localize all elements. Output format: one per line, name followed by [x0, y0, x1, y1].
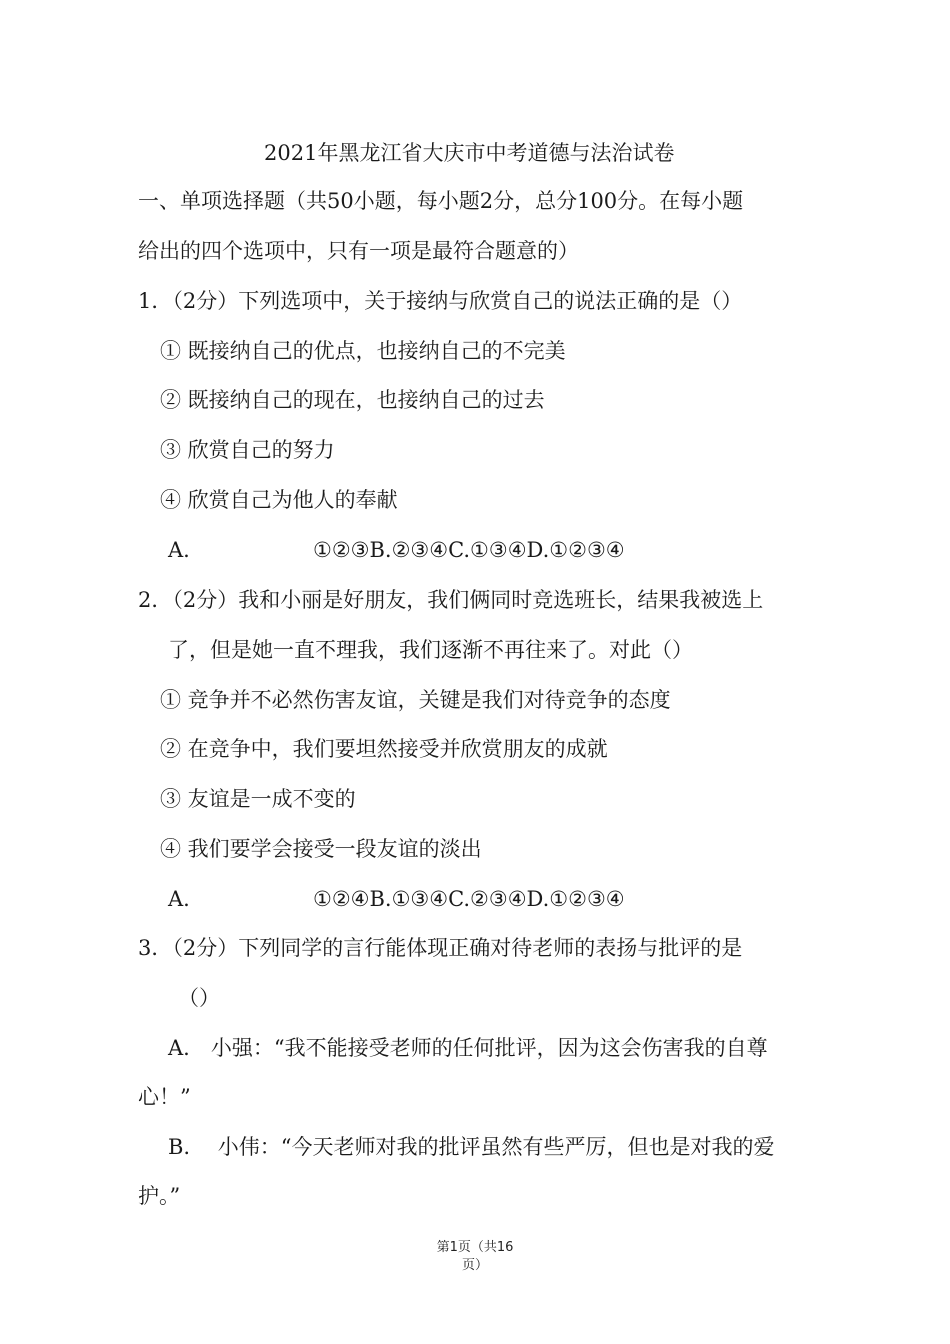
- question-2-statement-4: ④ 我们要学会接受一段友谊的淡出: [160, 837, 482, 861]
- question-3-stem-line2: （）: [178, 986, 220, 1010]
- page-title: 2021年黑龙江省大庆市中考道德与法治试卷: [264, 141, 675, 165]
- question-3-option-a-line2: 心！”: [138, 1085, 191, 1109]
- question-2-stem-line2: 了，但是她一直不理我，我们逐渐不再往来了。对此（）: [168, 638, 693, 662]
- question-1-option-a-label: A.: [168, 538, 190, 562]
- question-2-statement-1: ① 竞争并不必然伤害友谊，关键是我们对待竞争的态度: [160, 688, 671, 712]
- question-2-options: ①②④B.①③④C.②③④D.①②③④: [313, 887, 625, 911]
- question-2-stem-line1: 2．（2分）我和小丽是好朋友，我们俩同时竞选班长，结果我被选上: [138, 588, 764, 612]
- question-1-options: ①②③B.②③④C.①③④D.①②③④: [313, 538, 625, 562]
- page-number-line1: 第1页（共16: [436, 1240, 514, 1255]
- question-1-statement-4: ④ 欣赏自己为他人的奉献: [160, 488, 398, 512]
- question-1-stem: 1．（2分）下列选项中，关于接纳与欣赏自己的说法正确的是（）: [138, 289, 743, 313]
- question-3-stem-line1: 3．（2分）下列同学的言行能体现正确对待老师的表扬与批评的是: [138, 936, 743, 960]
- question-3-option-b-line2: 护。”: [138, 1184, 181, 1208]
- section-heading-line2: 给出的四个选项中，只有一项是最符合题意的）: [138, 239, 579, 263]
- question-1-statement-3: ③ 欣赏自己的努力: [160, 438, 335, 462]
- section-heading-line1: 一、单项选择题（共50小题，每小题2分，总分100分。在每小题: [138, 189, 744, 213]
- question-1-statement-2: ② 既接纳自己的现在，也接纳自己的过去: [160, 388, 545, 412]
- question-3-option-a-line1: A. 小强：“我不能接受老师的任何批评，因为这会伤害我的自尊: [168, 1036, 768, 1060]
- question-2-statement-2: ② 在竞争中，我们要坦然接受并欣赏朋友的成就: [160, 737, 608, 761]
- question-3-option-b-line1: B. 小伟：“今天老师对我的批评虽然有些严厉，但也是对我的爱: [168, 1135, 775, 1159]
- question-1-statement-1: ① 既接纳自己的优点，也接纳自己的不完美: [160, 339, 566, 363]
- page-number-line2: 页）: [461, 1258, 488, 1273]
- question-2-statement-3: ③ 友谊是一成不变的: [160, 787, 356, 811]
- question-2-option-a-label: A.: [168, 887, 190, 911]
